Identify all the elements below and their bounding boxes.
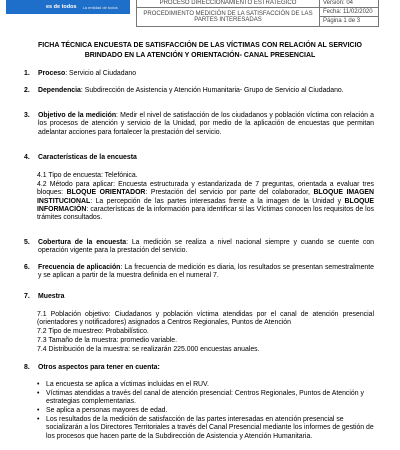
section-otros-aspectos [24,364,374,372]
section-label: Muestra [38,293,65,300]
item-metodo [37,181,374,222]
bullet-text: Víctimas atendidas a través del canal de atención presencial: Centros Regionales, Puntos de Atención y estrategias complementarias. [46,390,364,406]
section-proceso [24,70,374,78]
page-number: Página 1 de 3 [319,16,379,27]
section-label: Frecuencia de aplicación [38,264,121,271]
section-label: Dependencia [38,87,81,94]
date: Fecha: 11/02/2020 [319,7,379,17]
item-text: : características de la información para identificar si las Víctimas conocen los requisitos de los trámites consultados. [37,205,374,222]
bullet-icon: • [37,381,40,388]
section-text: : La medición se realiza a nivel nacional siempre y cuando se cuente con operación vigente para la prestación del servicio. [38,239,374,255]
item-tamano-muestra: 7.3 Tamaño de la muestra: promedio variable. [37,337,178,344]
section-number: 5. [24,239,30,246]
section-caracteristicas [24,154,374,162]
bullet-text: Los resultados de la medición de satisfacción de las partes interesadas en atención presencial se socializarán a los Directores Territoriales a través del Canal Presencial mediante los informes de gestión de los procesos que hacen parte de la Subdirección de Asistencia y Atención Humanitaria. [46,416,374,440]
section-number: 4. [24,154,30,161]
section-label: Características de la encuesta [38,154,137,161]
item-text: : La percepción de las partes interesadas frente a la imagen de la Unidad y [90,197,345,205]
bullet-item [37,390,374,407]
bullet-icon: • [37,407,40,414]
section-number: 6. [24,264,30,271]
item-tipo-encuesta: 4.1 Tipo de encuesta: Telefónica. [37,172,138,179]
bullet-item [37,381,374,389]
item-bold: BLOQUE IMAGEN INSTITUCIONAL [37,189,375,205]
section-label: Objetivo de la medición [38,112,117,119]
section-text: : Subdirección de Asistencia y Atención Humanitaria- Grupo de Servicio al Ciudadano. [80,87,344,94]
version: Versión: 04 [319,0,379,8]
bullet-icon: • [37,390,40,397]
section-number: 7. [24,293,30,300]
item-poblacion: 7.1 Población objetivo: Ciudadanos y población víctima atendidas por el canal de atención presencial (orientadores y notificadores) asignados a Centros Regionales, Puntos de Atención [37,311,374,327]
section-label: Proceso [38,70,66,77]
bullet-text: Se aplica a personas mayores de edad. [46,407,168,414]
section-dependencia [24,87,374,95]
bullet-item [37,407,374,415]
document-header [0,0,400,30]
section-cobertura [24,239,374,256]
section-number: 2. [24,87,30,94]
entity-logo [6,0,130,14]
section-number: 8. [24,364,30,371]
section-text: : Servicio al Ciudadano [65,70,137,77]
section-number: 1. [24,70,30,77]
procedure-name: PROCEDIMIENTO MEDICIÓN DE LA SATISFACCIÓN DE LAS PARTES INTERESADAS [136,7,320,27]
section-frecuencia [24,264,374,281]
item-text: 4.2 Método para aplicar: Encuesta estructurada y estandarizada de 7 preguntas, orientada a evaluar tres bloques: [37,181,374,197]
section-label: Cobertura de la encuesta [38,239,127,246]
section-muestra [24,293,374,301]
logo-text: es de todos [46,4,77,10]
bullet-text: La encuesta se aplica a víctimas incluidas en el RUV. [46,381,209,388]
bullet-icon: • [37,416,40,423]
item-distribucion: 7.4 Distribución de la muestra: se realizarán 225.000 encuestas anuales. [37,346,260,353]
section-objetivo [24,112,374,137]
section-label: Otros aspectos para tener en cuenta: [38,364,160,371]
logo-subtext: La entidad de todos [82,4,118,10]
item-bold: BLOQUE ORIENTADOR [66,189,146,197]
item-tipo-muestreo: 7.2 Tipo de muestreo: Probabilístico. [37,328,149,335]
document-title: FICHA TÉCNICA ENCUESTA DE SATISFACCIÓN DE LAS VÍCTIMAS CON RELACIÓN AL SERVICIO BRINDADO EN LA ATENCIÓN Y ORIENTACIÓN- CANAL PRESENCIAL [38,42,362,59]
item-text: : Prestación del servicio por parte del colaborador, [145,189,314,197]
section-number: 3. [24,112,30,119]
section-text: : La frecuencia de medición es diaria, los resultados se presentan semestralmente y se aplican a partir de la muestra definida en el numeral 7. [38,264,374,280]
section-text: : Medir el nivel de satisfacción de los ciudadanos y población víctima con relación a los procesos de atención y servicio de la Unidad, por medio de la aplicación de encuestas que permitan adelantar acciones para fortalecer la prestación del servicio. [38,112,374,136]
bullet-item [37,416,374,441]
process-name: PROCESO DIRECCIONAMIENTO ESTRATEGICO [136,0,320,8]
item-bold: BLOQUE INFORMACIÓN [37,197,374,213]
